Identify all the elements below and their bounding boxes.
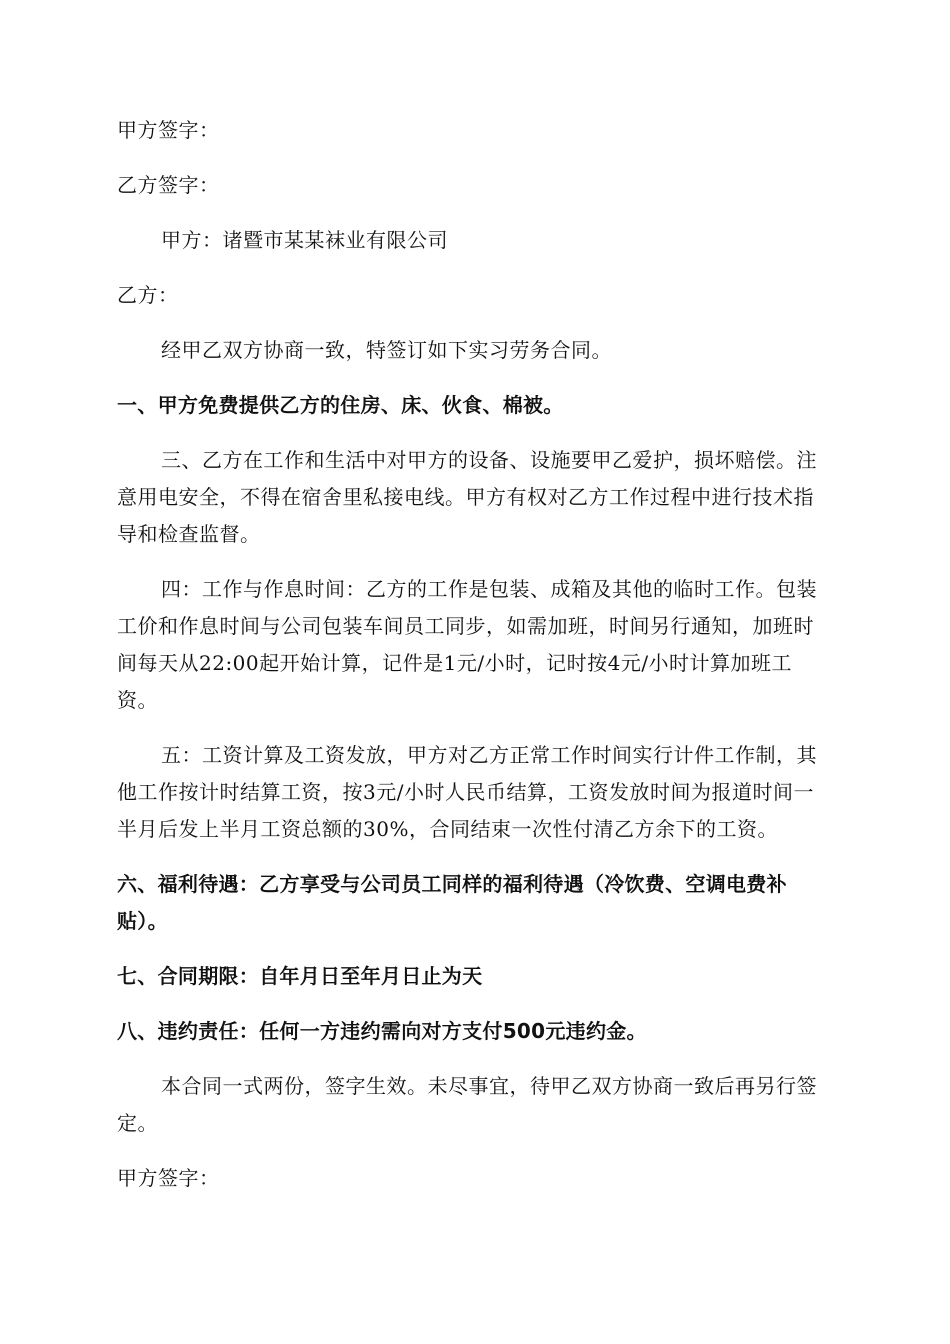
- clause-1: 一、甲方免费提供乙方的住房、床、伙食、棉被。: [117, 393, 564, 417]
- contract-intro: 经甲乙双方协商一致，特签订如下实习劳务合同。: [161, 338, 612, 362]
- clause-5: 五：工资计算及工资发放，甲方对乙方正常工作时间实行计件工作制，其他工作按计时结算工资，按3元/小时人民币结算，工资发放时间为报道时间一半月后发上半月工资总额的30%，合同结束一次性付清乙方余下的工资。: [117, 743, 817, 841]
- party-a-signature-bottom: 甲方签字：: [117, 1166, 220, 1190]
- clause-7: 七、合同期限：自年月日至年月日止为天: [117, 964, 483, 988]
- clause-3: 三、乙方在工作和生活中对甲方的设备、设施要甲乙爱护，损坏赔偿。注意用电安全，不得在宿舍里私接电线。甲方有权对乙方工作过程中进行技术指导和检查监督。: [117, 448, 817, 546]
- party-a-name: 甲方：诸暨市某某袜业有限公司: [161, 228, 448, 252]
- party-b-name: 乙方：: [117, 283, 179, 307]
- clause-8: 八、违约责任：任何一方违约需向对方支付500元违约金。: [117, 1019, 647, 1043]
- party-b-signature-top: 乙方签字：: [117, 173, 220, 197]
- clause-6: 六、福利待遇：乙方享受与公司员工同样的福利待遇（冷饮费、空调电费补贴）。: [117, 872, 787, 933]
- document-page: [117, 112, 833, 1215]
- clause-4: 四：工作与作息时间：乙方的工作是包装、成箱及其他的临时工作。包装工价和作息时间与公司包装车间员工同步，如需加班，时间另行通知，加班时间每天从22:00起开始计算，记件是1元/小时，记时按4元/小时计算加班工资。: [117, 577, 817, 712]
- party-a-signature-top: 甲方签字：: [117, 118, 220, 142]
- contract-closing: 本合同一式两份，签字生效。未尽事宜，待甲乙双方协商一致后再另行签定。: [117, 1074, 817, 1135]
